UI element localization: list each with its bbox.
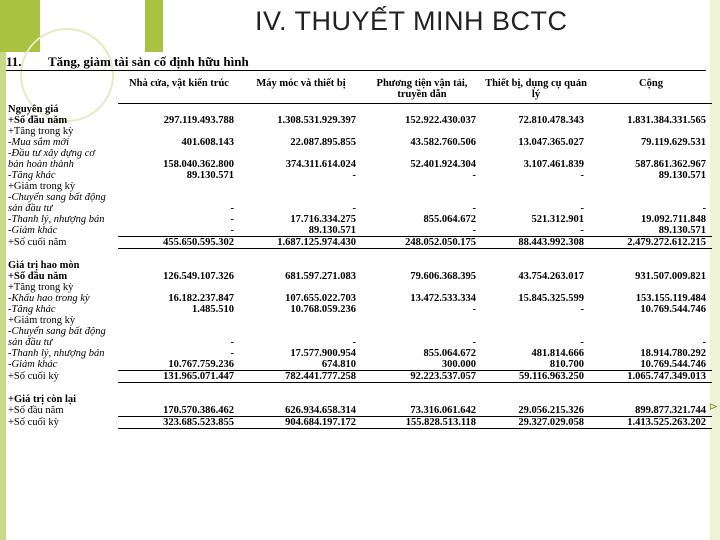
cell-value <box>240 260 362 271</box>
cell-value: - <box>580 224 584 236</box>
cell-value: 13.472.533.334 <box>410 292 476 304</box>
row-label: +Giảm trong kỳ <box>8 314 76 326</box>
cell-value: 59.116.963.250 <box>482 370 590 382</box>
cell-value: 17.577.900.954 <box>290 347 356 359</box>
cell-value: 17.716.334.275 <box>290 213 356 225</box>
cell-value: 29.056.215.326 <box>518 404 584 416</box>
cell-value: - <box>230 224 234 236</box>
row-label: -Giảm khác <box>8 225 58 236</box>
section-divider <box>6 70 706 71</box>
table-row <box>6 170 712 181</box>
cell-value <box>362 181 482 192</box>
cell-value <box>482 382 590 394</box>
cell-value: 521.312.901 <box>531 213 584 225</box>
cell-value <box>590 104 712 115</box>
row-label: -Tăng khác <box>8 169 56 181</box>
cell-value: - <box>352 202 356 214</box>
row-label: +Số cuối kỳ <box>8 417 59 428</box>
row-label: +Số đầu năm <box>8 405 64 416</box>
cell-value: 88.443.992.308 <box>482 236 590 248</box>
cell-value <box>482 181 590 192</box>
table-row <box>6 326 712 348</box>
table-row <box>6 126 712 137</box>
cell-value: 1.065.747.349.013 <box>590 370 712 382</box>
cell-value: 782.441.777.258 <box>240 370 362 382</box>
table-body <box>6 104 712 429</box>
row-label: Nguyên giá <box>8 103 59 115</box>
row-label: -Chuyển sang bất động sản đầu tư <box>8 191 106 214</box>
cell-value: - <box>702 202 706 214</box>
cell-value: 1.687.125.974.430 <box>240 236 362 248</box>
column-header-buildings: Nhà cửa, vật kiến trúc <box>118 76 240 104</box>
table-row <box>6 359 712 371</box>
row-label: +Tăng trong kỳ <box>8 125 74 137</box>
cell-value: 89.130.571 <box>186 169 234 181</box>
table-row <box>6 214 712 225</box>
cell-value <box>590 282 712 293</box>
cell-value: 89.130.571 <box>658 224 706 236</box>
cell-value: 158.040.362.800 <box>163 158 234 170</box>
cell-value: 1.485.510 <box>192 303 234 315</box>
cell-value <box>362 394 482 405</box>
cell-value: - <box>472 224 476 236</box>
cell-value: 79.119.629.531 <box>640 136 706 148</box>
cell-value: 107.655.022.703 <box>285 292 356 304</box>
cell-value <box>482 315 590 326</box>
accent-bar <box>145 0 163 52</box>
cell-value: 72.810.478.343 <box>518 114 584 126</box>
cell-value <box>362 248 482 260</box>
cell-value: 810.700 <box>549 358 584 370</box>
cell-value: - <box>352 169 356 181</box>
cell-value: 79.606.368.395 <box>410 270 476 282</box>
cell-value: 10.768.059.236 <box>290 303 356 315</box>
cell-value <box>590 394 712 405</box>
cell-value: - <box>580 202 584 214</box>
cell-value <box>240 181 362 192</box>
cell-value: 10.767.759.236 <box>168 358 234 370</box>
row-label: Giá trị hao mòn <box>8 259 80 271</box>
cell-value: - <box>472 169 476 181</box>
cell-value: 374.311.614.024 <box>285 158 356 170</box>
cell-value: 1.831.384.331.565 <box>627 114 706 126</box>
cell-value <box>362 382 482 394</box>
cell-value <box>118 282 240 293</box>
cell-value <box>118 315 240 326</box>
table-row <box>6 370 712 382</box>
fixed-assets-table <box>6 76 712 429</box>
cell-value <box>240 248 362 260</box>
row-label: -Thanh lý, nhượng bán <box>8 347 105 359</box>
cell-value <box>240 104 362 115</box>
column-header-total: Cộng <box>590 76 712 104</box>
table-row <box>6 115 712 126</box>
cell-value: 300.000 <box>441 358 476 370</box>
cell-value <box>362 126 482 137</box>
cell-value: 855.064.672 <box>423 213 476 225</box>
cell-value: 904.684.197.172 <box>240 416 362 428</box>
table-spacer-row <box>6 382 712 394</box>
cell-value: 92.223.537.057 <box>362 370 482 382</box>
cell-value: - <box>230 202 234 214</box>
cell-value: 674.810 <box>321 358 356 370</box>
cell-value: 481.814.666 <box>531 347 584 359</box>
cell-value: 18.914.780.292 <box>640 347 706 359</box>
cell-value <box>240 394 362 405</box>
cell-value: 2.479.272.612.215 <box>590 236 712 248</box>
table-row <box>6 394 712 405</box>
table-row <box>6 405 712 417</box>
cell-value <box>590 315 712 326</box>
row-label: +Số đầu năm <box>8 114 68 126</box>
cell-value: 16.182.237.847 <box>168 292 234 304</box>
cell-value: - <box>230 336 234 348</box>
cell-value: - <box>472 303 476 315</box>
cell-value: - <box>230 213 234 225</box>
cell-value <box>590 126 712 137</box>
cell-value <box>482 104 590 115</box>
cell-value: 13.047.365.027 <box>518 136 584 148</box>
cell-value: 401.608.143 <box>181 136 234 148</box>
table-row <box>6 181 712 192</box>
cell-value <box>118 126 240 137</box>
cell-value: 931.507.009.821 <box>635 270 706 282</box>
table-row <box>6 260 712 271</box>
cell-value <box>362 260 482 271</box>
cell-value: 170.570.386.462 <box>163 404 234 416</box>
table-row <box>6 304 712 315</box>
cell-value <box>118 260 240 271</box>
cell-value: - <box>352 336 356 348</box>
table-row <box>6 148 712 170</box>
cell-value <box>590 248 712 260</box>
table-spacer-row <box>6 248 712 260</box>
cell-value <box>118 181 240 192</box>
cell-value: 153.155.119.484 <box>635 292 706 304</box>
row-label: +Số đầu năm <box>8 270 68 282</box>
table-row <box>6 293 712 304</box>
cell-value: 43.754.263.017 <box>518 270 584 282</box>
row-label: -Mua sắm mới <box>8 136 70 148</box>
cell-value <box>118 248 240 260</box>
row-label: +Giá trị còn lại <box>8 393 77 405</box>
cell-value: - <box>702 336 706 348</box>
cell-value <box>482 126 590 137</box>
cell-value: 131.965.071.447 <box>118 370 240 382</box>
cell-value: 155.828.513.118 <box>362 416 482 428</box>
cell-value: 89.130.571 <box>658 169 706 181</box>
table-row <box>6 225 712 237</box>
cell-value <box>482 248 590 260</box>
slide-title: IV. THUYẾT MINH BCTC <box>255 6 568 36</box>
row-label: -Giảm khác <box>8 359 58 370</box>
cell-value <box>482 260 590 271</box>
row-label: -Tăng khác <box>8 303 56 315</box>
column-header-machinery: Máy móc và thiết bị <box>240 76 362 104</box>
table-row <box>6 236 712 248</box>
cell-value: 323.685.523.855 <box>118 416 240 428</box>
cell-value: 899.877.321.744 <box>635 404 706 416</box>
cell-value: - <box>230 347 234 359</box>
cell-value: 626.934.658.314 <box>285 404 356 416</box>
cell-value <box>118 394 240 405</box>
cell-value: 89.130.571 <box>308 224 356 236</box>
table-row <box>6 192 712 214</box>
cell-value: 73.316.061.642 <box>410 404 476 416</box>
cell-value: 52.401.924.304 <box>410 158 476 170</box>
row-label: -Khấu hao trong kỳ <box>8 292 90 304</box>
cell-value <box>362 282 482 293</box>
cell-value: 10.769.544.746 <box>640 358 706 370</box>
cell-value: 29.327.029.058 <box>482 416 590 428</box>
table-row <box>6 315 712 326</box>
cell-value: 3.107.461.839 <box>523 158 584 170</box>
cell-value: 19.092.711.848 <box>640 213 706 225</box>
table-row <box>6 348 712 359</box>
cell-value: 22.087.895.855 <box>290 136 356 148</box>
row-label: +Giảm trong kỳ <box>8 180 76 192</box>
cell-value <box>482 282 590 293</box>
cell-value <box>118 104 240 115</box>
section-title: Tăng, giảm tài sản cố định hữu hình <box>48 54 249 69</box>
cell-value <box>240 126 362 137</box>
cell-value <box>590 260 712 271</box>
cell-value: 10.769.544.746 <box>640 303 706 315</box>
column-header-office-equipment: Thiết bị, dụng cụ quản lý <box>482 76 590 104</box>
cell-value: - <box>472 202 476 214</box>
cell-value: 152.922.430.037 <box>405 114 476 126</box>
cell-value: 15.845.325.599 <box>518 292 584 304</box>
row-label: +Số cuối kỳ <box>8 371 59 382</box>
row-label: -Thanh lý, nhượng bán <box>8 213 105 225</box>
column-header-vehicles: Phương tiện vận tải, truyền dẫn <box>362 76 482 104</box>
cell-value <box>240 315 362 326</box>
cell-value: 681.597.271.083 <box>285 270 356 282</box>
row-label: -Đầu tư xây dựng cơ bản hoàn thành <box>8 147 96 170</box>
table-row <box>6 137 712 148</box>
row-label: -Chuyển sang bất động sản đầu tư <box>8 325 106 348</box>
cell-value: 43.582.760.506 <box>410 136 476 148</box>
table-row <box>6 282 712 293</box>
section-number: 11. <box>6 54 22 69</box>
row-label: +Tăng trong kỳ <box>8 281 74 293</box>
cell-value: 587.861.362.967 <box>635 158 706 170</box>
cell-value: 126.549.107.326 <box>163 270 234 282</box>
cell-value: 1.413.525.263.202 <box>590 416 712 428</box>
row-label: +Số cuối năm <box>8 237 67 248</box>
table-row <box>6 104 712 115</box>
cell-value: - <box>472 336 476 348</box>
cell-value <box>240 382 362 394</box>
table-header-row <box>6 76 712 104</box>
cell-value: 297.119.493.788 <box>163 114 234 126</box>
cell-value: - <box>580 169 584 181</box>
cell-value: 455.650.595.302 <box>118 236 240 248</box>
cell-value: 855.064.672 <box>423 347 476 359</box>
cell-value <box>362 104 482 115</box>
cell-value <box>240 282 362 293</box>
cell-value <box>590 382 712 394</box>
cell-value <box>362 315 482 326</box>
next-slide-arrow-icon[interactable]: ⊳ <box>708 401 718 413</box>
cell-value <box>590 181 712 192</box>
table-row <box>6 271 712 282</box>
cell-value <box>118 382 240 394</box>
cell-value: 1.308.531.929.397 <box>277 114 356 126</box>
cell-value: - <box>580 303 584 315</box>
cell-value <box>482 394 590 405</box>
cell-value: 248.052.050.175 <box>362 236 482 248</box>
row-label <box>6 382 118 394</box>
column-header-label <box>6 76 118 104</box>
table-row <box>6 416 712 428</box>
cell-value: - <box>580 336 584 348</box>
row-label <box>6 248 118 260</box>
